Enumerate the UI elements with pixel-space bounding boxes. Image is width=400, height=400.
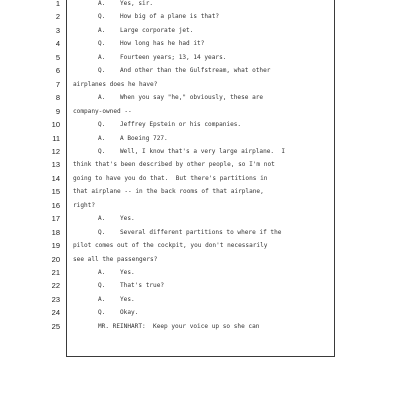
line-text: Q. How long has he had it? (98, 40, 205, 48)
line-text: think that's been described by other people, so I'm not (73, 161, 275, 169)
line-text: A. Large corporate jet. (98, 26, 194, 34)
transcript-line (0, 266, 400, 279)
line-number: 16 (51, 200, 60, 210)
line-text: Q. Several different partitions to where if the (98, 228, 282, 236)
line-number: 10 (51, 120, 60, 130)
line-text: Q. Jeffrey Epstein or his companies. (98, 121, 242, 129)
line-number: 5 (55, 52, 60, 62)
line-number: 15 (51, 187, 60, 197)
line-text: MR. REINHART: Keep your voice up so she can (98, 322, 260, 330)
transcript-line (0, 132, 400, 145)
line-text: A. Yes. (98, 215, 135, 223)
line-number: 22 (51, 281, 60, 291)
line-text: Q. How big of a plane is that? (98, 13, 220, 21)
transcript-line (0, 172, 400, 185)
line-text: pilot comes out of the cockpit, you don't necessarily (73, 242, 268, 250)
line-number: 9 (55, 106, 60, 116)
line-text: company-owned -- (73, 107, 132, 115)
line-number: 4 (55, 39, 60, 49)
line-text: right? (73, 201, 96, 209)
line-number: 20 (51, 254, 60, 264)
transcript-line (0, 24, 400, 37)
transcript-line (0, 199, 400, 212)
transcript-line (0, 306, 400, 319)
transcript-line (0, 212, 400, 225)
line-text: Q. And other than the Gulfstream, what other (98, 67, 271, 75)
transcript-line (0, 226, 400, 239)
line-number: 12 (51, 146, 60, 156)
transcript-line (0, 105, 400, 118)
line-number: 11 (52, 133, 60, 143)
transcript-line (0, 239, 400, 252)
line-number: 17 (51, 214, 60, 224)
line-number: 13 (51, 160, 60, 170)
transcript-line (0, 118, 400, 131)
transcript-line (0, 78, 400, 91)
transcript-line (0, 320, 400, 333)
transcript-line (0, 10, 400, 23)
line-number: 14 (51, 173, 60, 183)
line-number: 8 (55, 93, 60, 103)
line-number: 1 (55, 0, 60, 8)
transcript-line (0, 253, 400, 266)
line-text: that airplane -- in the back rooms of that airplane, (73, 188, 264, 196)
transcript-line (0, 185, 400, 198)
line-text: going to have you do that. But there's partitions in (73, 174, 268, 182)
line-number: 3 (55, 25, 60, 35)
line-number: 21 (51, 268, 60, 277)
line-number: 19 (51, 241, 60, 251)
transcript-line (0, 293, 400, 306)
transcript-line (0, 0, 400, 10)
line-text: A. A Boeing 727. (98, 134, 168, 142)
line-text: airplanes does he have? (73, 80, 158, 88)
transcript-line (0, 91, 400, 104)
line-text: see all the passengers? (73, 255, 158, 263)
transcript-line (0, 51, 400, 64)
line-number: 24 (51, 308, 60, 318)
line-number: 23 (51, 294, 60, 304)
transcript-line (0, 145, 400, 158)
line-text: A. Yes, sir. (98, 0, 154, 7)
line-number: 6 (55, 66, 60, 76)
line-text: A. Fourteen years; 13, 14 years. (98, 53, 227, 61)
line-number: 18 (51, 227, 60, 237)
line-text: Q. That's true? (98, 282, 165, 290)
line-text: Q. Okay. (98, 309, 139, 317)
line-text: A. Yes. (98, 269, 135, 276)
line-number: 2 (55, 12, 60, 22)
line-number: 25 (51, 321, 60, 331)
transcript-line (0, 158, 400, 171)
transcript-line (0, 279, 400, 292)
transcript-line (0, 37, 400, 50)
line-number: 7 (55, 79, 60, 89)
line-text: Q. Well, I know that's a very large airplane. I (98, 147, 286, 155)
transcript-line (0, 64, 400, 77)
line-text: A. Yes. (98, 295, 135, 303)
line-text: A. When you say "he," obviously, these are (98, 94, 264, 102)
